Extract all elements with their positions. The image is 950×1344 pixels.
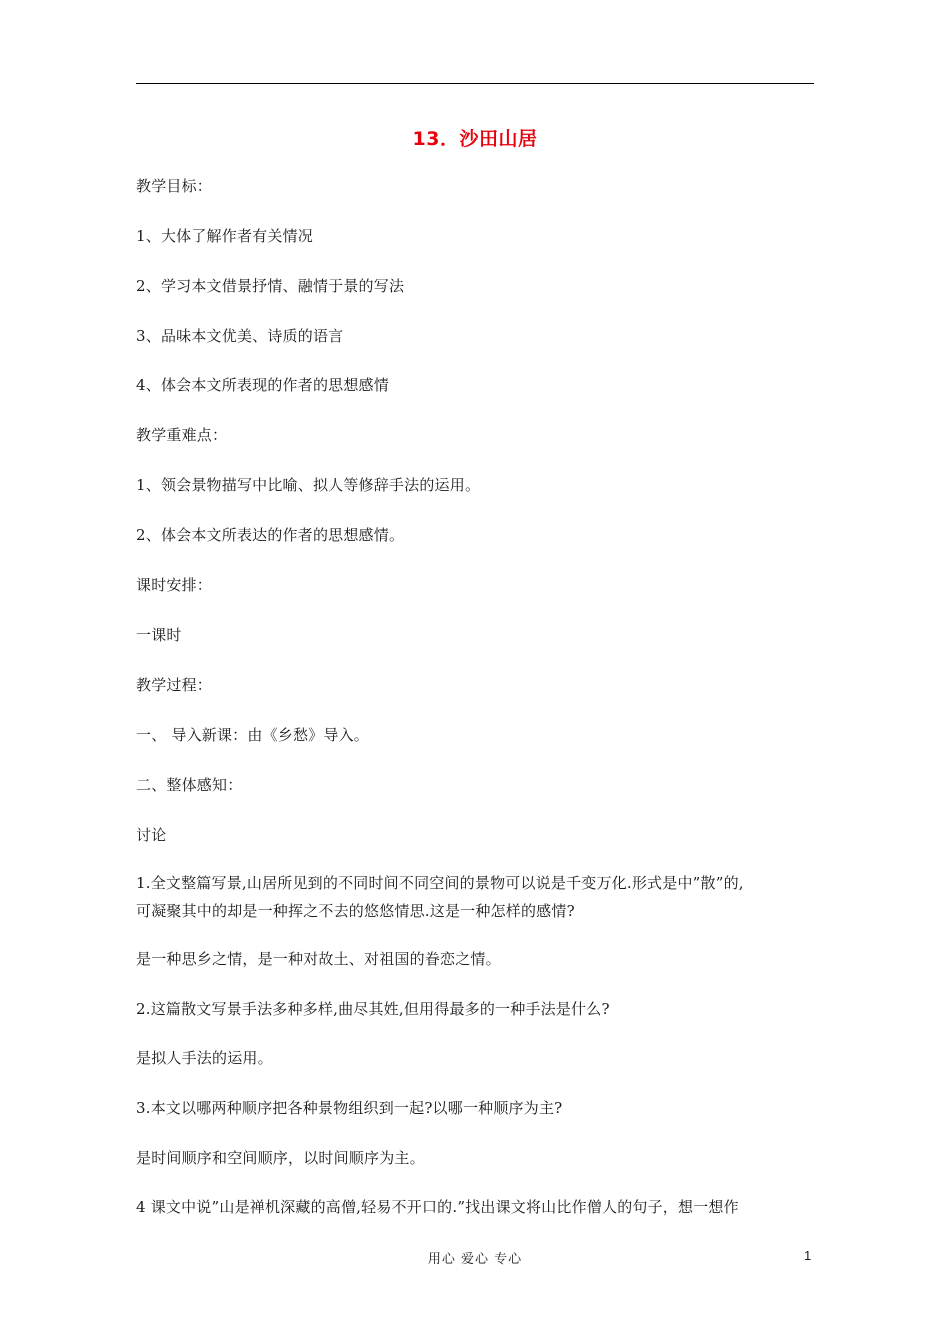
objective-item: 4、体会本文所表现的作者的思想感情 [136, 376, 389, 394]
key-point-item: 2、体会本文所表达的作者的思想感情。 [136, 526, 405, 544]
objective-item: 2、学习本文借景抒情、融情于景的写法 [136, 277, 405, 295]
objective-item: 3、品味本文优美、诗质的语言 [136, 327, 344, 345]
question-line: 1.全文整篇写景,山居所见到的不同时间不同空间的景物可以说是千变万化.形式是中”散”的, [136, 874, 744, 892]
header-rule [136, 83, 814, 84]
question-line: 可凝聚其中的却是一种挥之不去的悠悠情思.这是一种怎样的感情? [136, 902, 575, 920]
discussion-question-3: 3.本文以哪两种顺序把各种景物组织到一起?以哪一种顺序为主? [136, 1099, 563, 1117]
section-heading-process: 教学过程： [136, 676, 213, 694]
process-step: 一、 导入新课：由《乡愁》导入。 [136, 726, 369, 744]
discussion-question-4: 4 课文中说”山是禅机深藏的高僧,轻易不开口的.”找出课文将山比作僧人的句子，想一想作 [136, 1198, 739, 1216]
page-number: 1 [804, 1248, 812, 1263]
objective-item: 1、大体了解作者有关情况 [136, 227, 313, 245]
discussion-heading: 讨论 [136, 826, 167, 844]
process-step: 二、整体感知： [136, 776, 243, 794]
document-title: 13．沙田山居 [412, 128, 538, 150]
discussion-answer-3: 是时间顺序和空间顺序，以时间顺序为主。 [136, 1149, 425, 1167]
discussion-answer-1: 是一种思乡之情，是一种对故土、对祖国的眷恋之情。 [136, 950, 501, 968]
section-heading-objectives: 教学目标： [136, 177, 213, 195]
schedule-value: 一课时 [136, 626, 182, 644]
discussion-question-1 [136, 869, 836, 925]
key-point-item: 1、领会景物描写中比喻、拟人等修辞手法的运用。 [136, 476, 481, 494]
section-heading-schedule: 课时安排： [136, 576, 213, 594]
section-heading-key-points: 教学重难点： [136, 426, 228, 444]
footer-motto: 用心 爱心 专心 [427, 1252, 523, 1267]
discussion-question-2: 2.这篇散文写景手法多种多样,曲尽其姓,但用得最多的一种手法是什么? [136, 1000, 610, 1018]
discussion-answer-2: 是拟人手法的运用。 [136, 1049, 273, 1067]
